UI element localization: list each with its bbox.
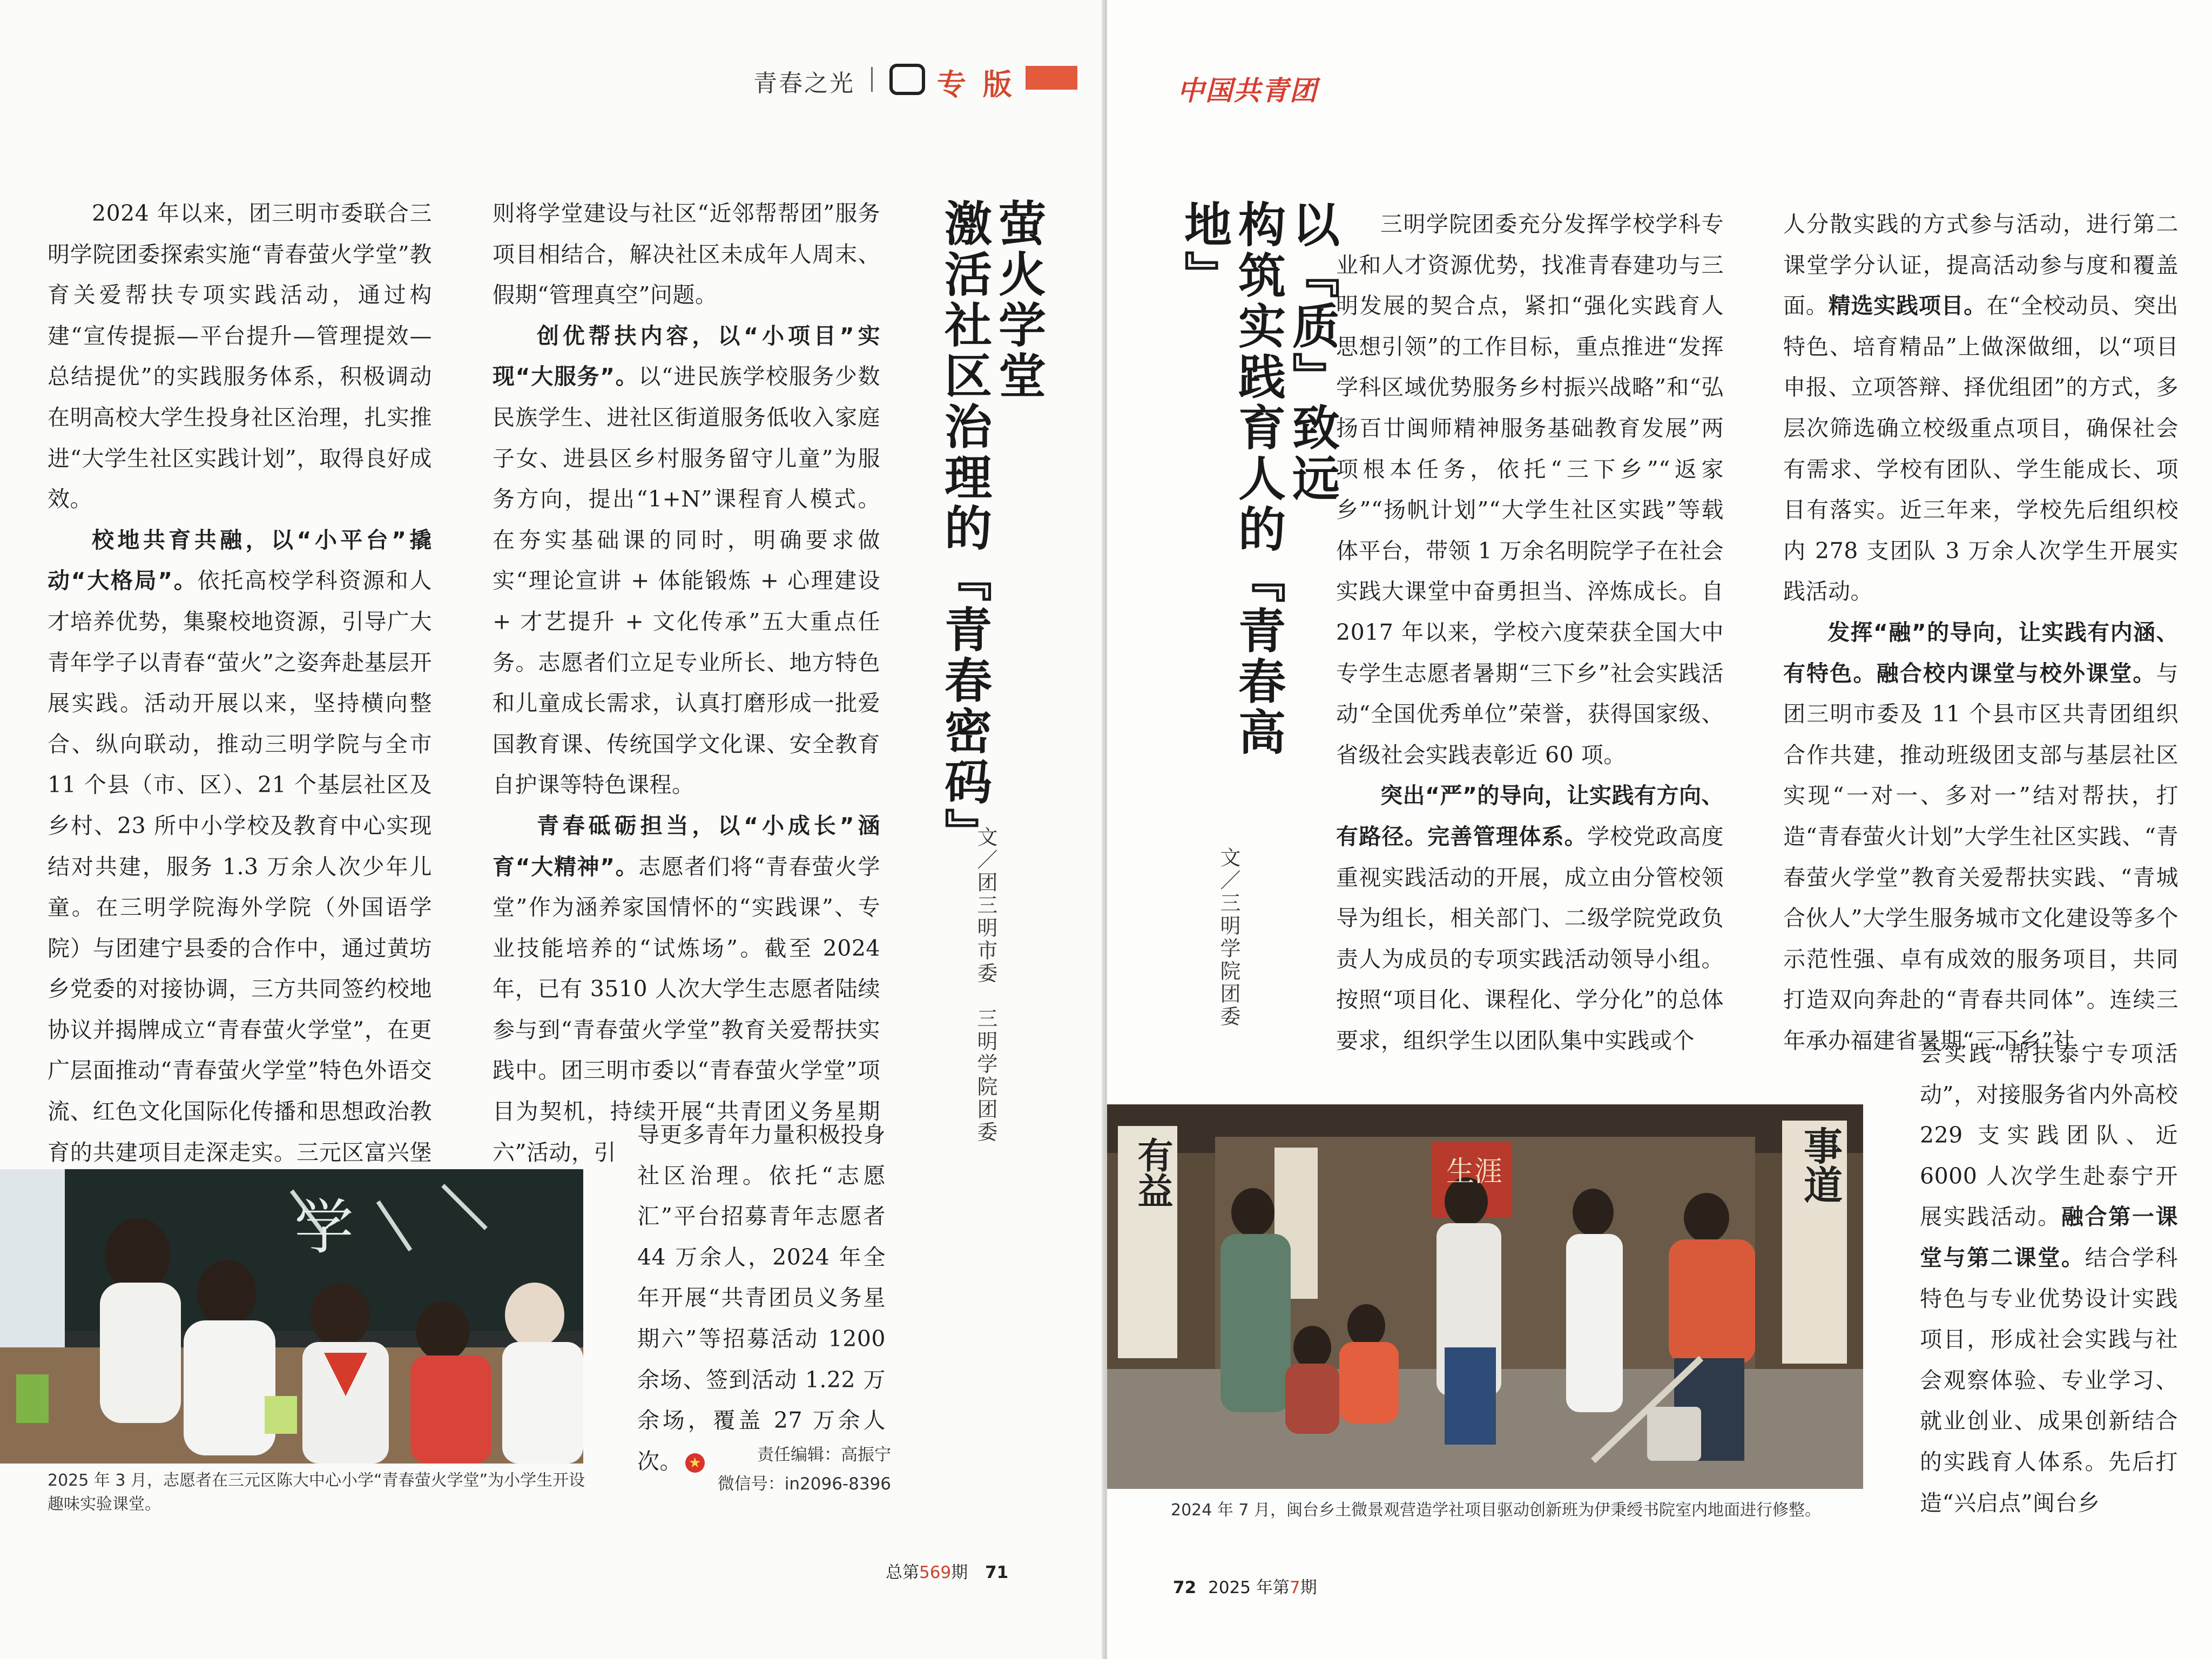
left-article-author: 文／团三明市委 三明学院团委 [974, 826, 997, 1144]
issue-number: 7 [1289, 1578, 1300, 1597]
keyword: 精选实践项目。 [1828, 293, 1987, 319]
page-72 [1107, 0, 2212, 1659]
column-logo-icon [889, 64, 925, 95]
issue-total: 569 [919, 1563, 952, 1582]
right-article-col2 [1783, 204, 2179, 1061]
blackboard-text: 学 [294, 1193, 354, 1262]
paragraph [48, 520, 432, 1214]
section-name: 青春之光 [753, 70, 855, 97]
subheading: 发挥“融”的导向，让实践有内涵、有特色。 [1783, 619, 2179, 686]
column-name: 专 版 [937, 68, 1015, 102]
subheading: 创优帮扶内容，以“小项目”实现“大服务”。 [493, 322, 880, 390]
wechat-id: 微信号：in2096-8396 [717, 1474, 891, 1494]
paragraph-text: 依托高校学科资源和人才培养优势，集聚校地资源，引导广大青年学子以青春“萤火”之姿奔赴基层开展实践。活动开展以来，坚持横向整合、纵向联动，推动三明学院与全市 11 个县（市、区）、21 个基层社区及乡村、23 所中小学校及教育中心实现结对共建，服务 1.3 万余人次少年儿童。在三明学院海外学院（外国语学院）与团建宁县委的合作中，通过黄坊乡党委的对接协调，三方共同签约校地协议并揭牌成立“青春萤火学堂”，在更广层面推动“青春萤火学堂”特色外语交流、红色文化国际化传播和思想政治教育的共建项目走深走实。三元区富兴堡 [48, 568, 432, 1165]
left-article-col2-tail [637, 1115, 886, 1482]
left-title-line2: 激活社区治理的『青春密码』 [937, 199, 993, 859]
paragraph-text: 以“进民族学校服务少数民族学生、进社区街道服务低收入家庭子女、进县区乡村服务留守儿童”为服务方向，提出“1+N”课程育人模式。在夯实基础课的同时，明确要求做实“理论宣讲 + 体能锻炼 + 心理建设 + 才艺提升 + 文化传承”五大重点任务。志愿者们立足专业所长、地方特色和儿童成长需求，认真打磨形成一批爱国教育课、传统国学文化课、安全教育自护课等特色课程。 [493, 363, 880, 798]
paragraph: 人分散实践的方式参与活动，进行第二课堂学分认证，提高活动参与度和覆盖面。精选实践项目。在“全校动员、突出特色、培育精品”上做深做细，以“项目申报、立项答辩、择优组团”的方式，多层次筛选确立校级重点项目，确保社会有需求、学校有团队、学生能成长、项目有落实。近三年来，学校先后组织校内 278 支团队 3 万余人次学生开展实践活动。 [1783, 211, 2179, 605]
wall-sign-1: 有益 [1131, 1137, 1173, 1208]
editor-credit: 责任编辑：高振宁 [757, 1445, 891, 1465]
page-number-right: 72 [1173, 1578, 1197, 1597]
keyword: 完善管理体系。 [1427, 823, 1588, 849]
wall-sign-3: 生涯 [1446, 1156, 1503, 1188]
keyword: 融合校内课堂与校外课堂。 [1876, 660, 2156, 686]
masthead-logo: 中国共青团 [1177, 75, 1318, 106]
courtyard-photo [1107, 1104, 1863, 1489]
paragraph: 导更多青年力量积极投身社区治理。依托“志愿汇”平台招募青年志愿者 44 万余人，2024 年全年开展“共青团员义务星期六”等招募活动 1200 余场、签到活动 1.22 万余场，覆盖 27 万余人次。 ★ [637, 1122, 886, 1474]
paragraph [493, 316, 880, 806]
paragraph: 则将学堂建设与社区“近邻帮帮团”服务项目相结合，解决社区未成年人周末、假期“管理真空”问题。 [493, 200, 880, 308]
classroom-photo [0, 1169, 583, 1464]
header-divider [871, 67, 873, 92]
left-photo-caption: 2025 年 3 月，志愿者在三元区陈大中心小学“青春萤火学堂”为小学生开设趣味实验课堂。 [48, 1471, 585, 1514]
left-article-col2 [493, 193, 880, 1173]
right-title-line1: 以『质』致远 [1285, 200, 1340, 504]
wall-sign-2: 事道 [1797, 1126, 1843, 1204]
left-article-col1 [48, 193, 432, 1214]
subheading: 青春砥砺担当，以“小成长”涵育“大精神”。 [493, 812, 880, 880]
page-number-left: 71 [985, 1563, 1009, 1582]
right-article-col1 [1336, 204, 1724, 1061]
paragraph: 会实践“帮扶泰宁专项活动”，对接服务省内外高校 229 支实践团队、近 6000 人次学生赴泰宁开展实践活动。融合第一课堂与第二课堂。结合学科特色与专业优势设计实践项目，形成社会实践与社会观察体验、专业学习、就业创业、成果创新结合的实践育人体系。先后打造“兴启点”闽台乡 [1920, 1041, 2179, 1516]
header-color-bar [1026, 66, 1077, 90]
section-header [753, 59, 1110, 103]
paragraph: 三明学院团委充分发挥学校学科专业和人才资源优势，找准青春建功与三明发展的契合点，紧扣“强化实践育人思想引领”的工作目标，重点推进“发挥学科区域优势服务乡村振兴战略”和“弘扬百廿闽师精神服务基础教育发展”两项根本任务，依托“三下乡”“返家乡”“扬帆计划”“大学生社区实践”等载体平台，带领 1 万余名明院学子在社会实践大课堂中奋勇担当、淬炼成长。自 2017 年以来，学校六度荣获全国大中专学生志愿者暑期“三下乡”社会实践活动“全国优秀单位”荣誉，获得国家级、省级社会实践表彰近 60 项。 [1336, 211, 1724, 768]
right-article-author: 文／三明学院团委 [1217, 847, 1240, 1028]
subheading: 校地共育共融，以“小平台”撬动“大格局”。 [48, 527, 432, 594]
left-title-line1: 萤火学堂 [991, 199, 1047, 402]
folio-right: 72 2025 年第7期 [1173, 1578, 1317, 1597]
end-mark-icon: ★ [685, 1453, 705, 1473]
subheading: 突出“严”的导向，让实践有方向、有路径。 [1336, 783, 1724, 849]
right-title-line2: 构筑实践育人的『青春高地』 [1177, 200, 1286, 758]
folio-left: 总第569期 71 [886, 1563, 1009, 1582]
classroom-photo-art [0, 1169, 583, 1464]
paragraph-text: 志愿者们将“青春萤火学堂”作为涵养家国情怀的“实践课”、专业技能培养的“试炼场”。截至 2024 年，已有 3510 人次大学生志愿者陆续参与到“青春萤火学堂”教育关爱帮扶实践中。团三明市委以“青春萤火学堂”项目为契机，持续开展“共青团义务星期六”活动，引 [493, 853, 880, 1165]
paragraph: 突出“严”的导向，让实践有方向、有路径。完善管理体系。学校党政高度重视实践活动的开展，成立由分管校领导为组长，相关部门、二级学院党政负责人为成员的专项实践活动领导小组。按照“项目化、课程化、学分化”的总体要求，组织学生以团队集中实践或个 [1336, 783, 1724, 1054]
keyword: 融合第一课堂与第二课堂。 [1920, 1204, 2179, 1271]
paragraph: 2024 年以来，团三明市委联合三明学院团委探索实施“青春萤火学堂”教育关爱帮扶专项实践活动，通过构建“宣传提振—平台提升—管理提效—总结提优”的实践服务体系，积极调动在明高校大学生投身社区治理，扎实推进“大学生社区实践计划”，取得良好成效。 [48, 200, 432, 512]
left-article-title [937, 199, 1047, 859]
page-71 [0, 0, 1105, 1659]
right-article-col2-tail [1920, 1034, 2178, 1523]
right-article-title [1177, 200, 1339, 826]
right-photo-caption: 2024 年 7 月，闽台乡土微景观营造学社项目驱动创新班为伊秉绶书院室内地面进行修整。 [1171, 1501, 1822, 1520]
paragraph: 发挥“融”的导向，让实践有内涵、有特色。融合校内课堂与校外课堂。与团三明市委及 11 个县市区共青团组织合作共建，推动班级团支部与基层社区实现“一对一、多对一”结对帮扶，打造“青春萤火计划”大学生社区实践、“青春萤火学堂”教育关爱帮扶实践、“青城合伙人”大学生服务城市文化建设等多个示范性强、卓有成效的服务项目，共同打造双向奔赴的“青春共同体”。连续三年承办福建省暑期“三下乡”社 [1783, 619, 2179, 1054]
